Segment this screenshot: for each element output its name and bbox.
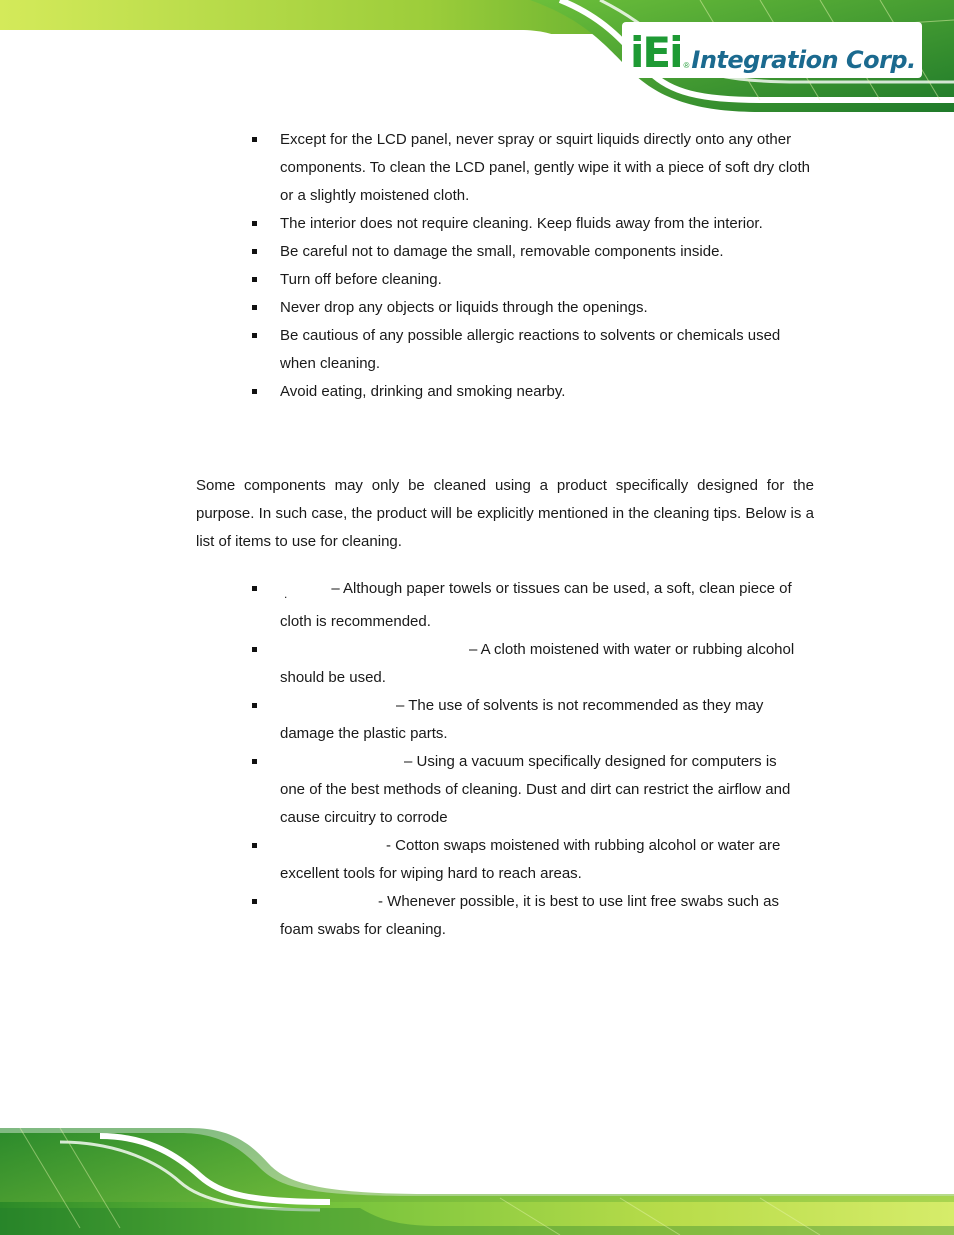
list-item-text: – A cloth moistened with water or rubbing alcohol xyxy=(469,641,795,658)
list-item xyxy=(252,888,817,944)
bullet-icon xyxy=(252,249,257,254)
list-item xyxy=(252,832,817,888)
list-item-text: - Cotton swaps moistened with rubbing alcohol or water are xyxy=(386,837,781,854)
list-item xyxy=(252,238,817,266)
bullet-icon xyxy=(252,703,257,708)
logo-company-name: Integration Corp. xyxy=(691,46,916,74)
list-item-text: Be careful not to damage the small, removable components inside. xyxy=(280,243,724,260)
list-item-text: foam swabs for cleaning. xyxy=(280,921,446,938)
list-item-text: The interior does not require cleaning. Keep fluids away from the interior. xyxy=(280,215,763,232)
list-item-text: – Using a vacuum specifically designed for computers is xyxy=(404,753,777,770)
bullet-icon xyxy=(252,899,257,904)
bullet-icon xyxy=(252,221,257,226)
list-item-text: damage the plastic parts. xyxy=(280,725,448,742)
cleaning-precautions-list xyxy=(252,126,817,406)
intro-paragraph: Some components may only be cleaned using a product specifically designed for the purpose. In such case, the product will be explicitly mentioned in the cleaning tips. Below is a list of items to use for cleaning. xyxy=(196,477,814,550)
list-item xyxy=(252,266,817,294)
list-item xyxy=(252,575,817,636)
list-item-text: Be cautious of any possible allergic reactions to solvents or chemicals used when cleaning. xyxy=(280,327,781,372)
list-item xyxy=(252,692,817,748)
bullet-icon xyxy=(252,305,257,310)
list-item-marker: . xyxy=(284,587,288,601)
footer-banner xyxy=(0,1128,954,1235)
logo-registered: ® xyxy=(683,61,690,70)
list-item-text: excellent tools for wiping hard to reach areas. xyxy=(280,865,582,882)
list-item-text: - Whenever possible, it is best to use lint free swabs such as xyxy=(378,893,780,910)
list-item-text: – Although paper towels or tissues can be used, a soft, clean piece of xyxy=(331,580,792,597)
bullet-icon xyxy=(252,843,257,848)
header-banner xyxy=(0,0,954,115)
list-item-text: cloth is recommended. xyxy=(280,613,431,630)
bullet-icon xyxy=(252,333,257,338)
bullet-icon xyxy=(252,647,257,652)
list-item-text: one of the best methods of cleaning. Dust and dirt can restrict the airflow and cause circuitry to corrode xyxy=(280,781,791,826)
bullet-icon xyxy=(252,759,257,764)
list-item xyxy=(252,322,817,378)
bullet-icon xyxy=(252,586,257,591)
list-item xyxy=(252,636,817,692)
bullet-icon xyxy=(252,277,257,282)
list-item xyxy=(252,210,817,238)
list-item xyxy=(252,748,817,832)
logo-mark: iEi xyxy=(630,28,682,77)
list-item xyxy=(252,378,817,406)
company-logo xyxy=(630,24,916,77)
list-item-text: Except for the LCD panel, never spray or squirt liquids directly onto any other components. To clean the LCD panel, gently wipe it with a piece of soft dry cloth or a slightly moistened cloth. xyxy=(280,131,811,204)
list-item-text: – The use of solvents is not recommended as they may xyxy=(396,697,764,714)
list-item-text: should be used. xyxy=(280,669,386,686)
list-item-text: Avoid eating, drinking and smoking nearby. xyxy=(280,383,566,400)
footer-graphic xyxy=(0,1128,954,1235)
list-item xyxy=(252,294,817,322)
list-item xyxy=(252,126,817,210)
list-item-text: Turn off before cleaning. xyxy=(280,271,442,288)
bullet-icon xyxy=(252,137,257,142)
list-item-text: Never drop any objects or liquids through the openings. xyxy=(280,299,648,316)
cleaning-items-list xyxy=(252,575,817,944)
bullet-icon xyxy=(252,389,257,394)
